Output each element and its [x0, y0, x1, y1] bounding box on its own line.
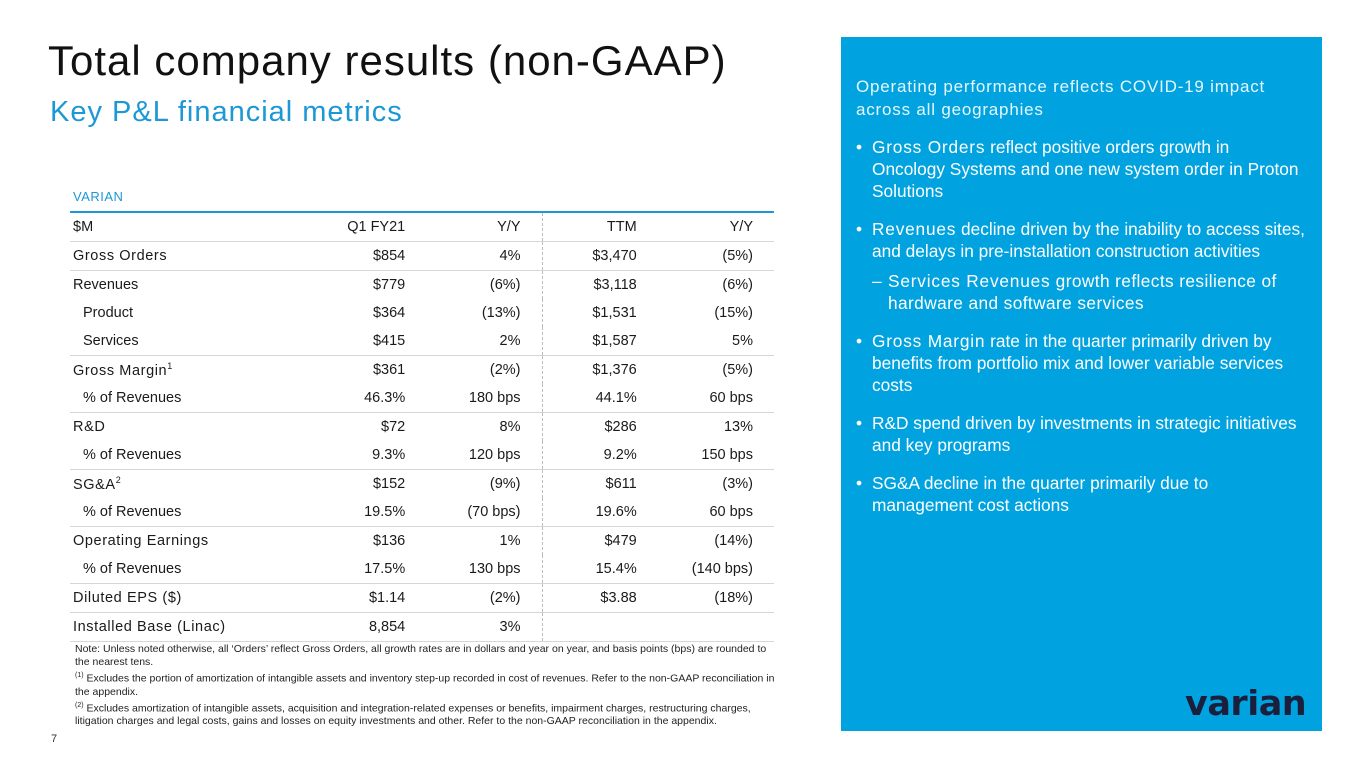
cell-ttm: $1,587 [592, 333, 637, 349]
cell-ttmyy: (14%) [638, 527, 774, 556]
footnote-ref: 1 [167, 361, 173, 372]
cell-q1: $72 [278, 413, 406, 442]
bullet-key: Services Revenues [888, 271, 1051, 291]
table-row [70, 356, 774, 385]
row-label [70, 327, 278, 356]
row-label-text: % of Revenues [83, 561, 182, 577]
logo-text: varian [1185, 689, 1307, 719]
table-row [70, 584, 774, 613]
cell-ttmyy: (140 bps) [691, 561, 753, 577]
row-label [70, 441, 278, 470]
cell-ttm: $286 [542, 413, 638, 442]
table-row [70, 555, 774, 584]
cell-q1: $779 [278, 271, 406, 300]
footnotes [75, 643, 775, 728]
cell-q1: $415 [372, 333, 406, 349]
table-row [70, 613, 774, 642]
bullet-marker: • [856, 413, 863, 433]
cell-q1: 17.5% [364, 561, 406, 577]
bullet-marker: • [856, 331, 863, 351]
cell-ttmyy: 60 bps [709, 504, 753, 520]
cell-q1yy: (9%) [406, 470, 542, 499]
cell-ttm: $3,118 [542, 271, 638, 300]
row-label-text: SG&A [73, 476, 116, 493]
bullet-key: SG&A [872, 473, 920, 493]
cell-q1: $1.14 [278, 584, 406, 613]
cell-q1yy: 1% [406, 527, 542, 556]
commentary-panel [841, 37, 1322, 731]
bullet-marker: – [872, 271, 883, 291]
row-label-text: Revenues [73, 277, 139, 293]
bullet-marker: • [856, 473, 863, 493]
cell-q1yy: 180 bps [406, 384, 542, 413]
cell-q1: $854 [372, 248, 406, 264]
cell-ttmyy: 13% [638, 413, 774, 442]
row-label [70, 271, 278, 300]
row-label-text: Operating Earnings [73, 533, 209, 549]
table-row [70, 441, 774, 470]
row-label [70, 299, 278, 327]
table-row [70, 527, 774, 556]
cell-q1yy: 2% [406, 327, 542, 356]
cell-ttmyy: 5% [732, 333, 753, 349]
row-label [70, 470, 278, 499]
table-row [70, 413, 774, 442]
table-row [70, 327, 774, 356]
cell-ttm: $1,376 [542, 356, 638, 385]
note-main: Note: Unless noted otherwise, all ‘Orders’ reflect Gross Orders, all growth rates are in dollars and year on year, and basis points (bps) are rounded to the nearest tens. [75, 643, 767, 668]
bullet-key: R&D [872, 413, 909, 433]
cell-q1yy: 120 bps [406, 441, 542, 470]
row-label [70, 555, 278, 584]
cell-ttm [542, 613, 638, 642]
row-label-text: % of Revenues [83, 447, 182, 463]
row-label-text: Installed Base (Linac) [73, 619, 226, 635]
cell-ttmyy: (3%) [638, 470, 774, 499]
bullet-key: Revenues [872, 219, 957, 239]
bullet-rnd [856, 412, 1306, 456]
cell-q1: $136 [278, 527, 406, 556]
cell-q1: 46.3% [364, 390, 406, 406]
footnote-1 [75, 669, 775, 699]
footnote-ref: 2 [115, 475, 122, 486]
row-label-text: % of Revenues [83, 390, 182, 406]
cell-q1: 9.3% [372, 447, 406, 463]
row-label-text: Gross Orders [73, 248, 168, 264]
bullet-gross-margin [856, 330, 1306, 396]
row-label [70, 356, 278, 385]
table-row [70, 242, 774, 271]
row-label-text: Services [83, 333, 139, 349]
commentary-list [856, 136, 1306, 532]
bullet-marker: • [856, 137, 863, 157]
header-ttm-yy: Y/Y [638, 212, 774, 242]
cell-ttmyy: 150 bps [701, 447, 753, 463]
cell-ttmyy [638, 613, 774, 642]
table-brand-label: VARIAN [73, 189, 124, 204]
cell-ttm: $3.88 [542, 584, 638, 613]
bullet-marker: • [856, 219, 863, 239]
footnote-1-text: Excludes the portion of amortization of intangible assets and inventory step-up recorded in cost of revenues. Refer to the non-GAAP reconciliation in the appendix. [75, 672, 775, 698]
varian-logo [1185, 689, 1315, 719]
bullet-text: decline in the quarter primarily due to management cost actions [872, 473, 1209, 515]
panel-heading: Operating performance reflects COVID-19 impact across all geographies [856, 77, 1266, 119]
bullet-key: Gross Orders [872, 137, 986, 157]
cell-ttm: $479 [542, 527, 638, 556]
table-header-row [70, 212, 774, 242]
bullet-text: rate in the quarter primarily driven by benefits from portfolio mix and lower variable services costs [872, 331, 1284, 395]
cell-q1yy: (70 bps) [406, 498, 542, 527]
cell-ttm: $611 [542, 470, 638, 499]
cell-ttmyy: 60 bps [709, 390, 753, 406]
footnote-2-text: Excludes amortization of intangible assets, acquisition and integration-related expenses or benefits, impairment charges, restructuring charges, litigation charges and legal costs, gains and losses on equity investments and other. Refer to the non-GAAP reconciliation in the appendix. [75, 702, 751, 727]
cell-ttm: 44.1% [595, 390, 637, 406]
cell-q1: $152 [278, 470, 406, 499]
row-label [70, 384, 278, 413]
row-label-text: Diluted EPS ($) [73, 590, 182, 606]
bullet-gross-orders [856, 136, 1306, 202]
bullet-text: decline driven by the inability to access sites, and delays in pre-installation construction activities [872, 219, 1305, 261]
page-title: Total company results (non-GAAP) [48, 37, 727, 84]
cell-q1yy: 4% [406, 242, 542, 271]
header-ttm: TTM [542, 212, 638, 242]
cell-ttm: 15.4% [595, 561, 637, 577]
footnote-1-marker: (1) [75, 672, 84, 679]
cell-q1yy: 8% [406, 413, 542, 442]
page-subtitle: Key P&L financial metrics [50, 96, 403, 128]
bullet-key: Gross Margin [872, 331, 986, 351]
cell-ttm: $1,531 [592, 305, 637, 321]
row-label-text: % of Revenues [83, 504, 182, 520]
bullet-text: growth reflects resilience of hardware and software services [888, 271, 1277, 313]
cell-ttmyy: (6%) [638, 271, 774, 300]
cell-q1yy: 130 bps [406, 555, 542, 584]
row-label [70, 584, 278, 613]
cell-ttm: $3,470 [592, 248, 637, 264]
cell-ttmyy: (5%) [722, 248, 753, 264]
header-metric: $M [70, 212, 278, 242]
table-row [70, 299, 774, 327]
row-label-text: Gross Margin [73, 362, 168, 379]
row-label [70, 413, 278, 442]
table-body [70, 242, 774, 642]
row-label-text: R&D [73, 419, 106, 435]
cell-q1yy: 3% [406, 613, 542, 642]
table-row [70, 271, 774, 300]
bullet-text: spend driven by investments in strategic initiatives and key programs [872, 413, 1297, 455]
row-label [70, 242, 278, 271]
cell-q1: 8,854 [278, 613, 406, 642]
row-label [70, 498, 278, 527]
footnote-2-marker: (2) [75, 701, 84, 709]
cell-ttm: 9.2% [603, 447, 637, 463]
table-row [70, 498, 774, 527]
cell-ttmyy: (5%) [638, 356, 774, 385]
row-label [70, 527, 278, 556]
header-q1-yy: Y/Y [406, 212, 542, 242]
pl-table-section [70, 187, 774, 642]
cell-q1: $361 [278, 356, 406, 385]
cell-ttmyy: (15%) [714, 305, 753, 321]
cell-q1yy: (2%) [406, 584, 542, 613]
header-q1: Q1 FY21 [278, 212, 406, 242]
cell-q1: $364 [372, 305, 406, 321]
pl-metrics-table [70, 211, 774, 642]
sub-bullet-services-revenues [856, 270, 1306, 314]
cell-ttm: 19.6% [595, 504, 637, 520]
cell-q1yy: (13%) [406, 299, 542, 327]
cell-q1: 19.5% [364, 504, 406, 520]
bullet-sga [856, 472, 1306, 516]
cell-q1yy: (6%) [406, 271, 542, 300]
bullet-revenues [856, 218, 1306, 262]
page-number: 7 [51, 733, 58, 745]
cell-ttmyy: (18%) [638, 584, 774, 613]
table-row [70, 470, 774, 499]
footnote-2 [75, 699, 775, 729]
cell-q1yy: (2%) [406, 356, 542, 385]
table-row [70, 384, 774, 413]
row-label-text: Product [83, 305, 133, 321]
bullet-text: reflect positive orders growth in Oncology Systems and one new system order in Proton Solutions [872, 137, 1299, 201]
row-label [70, 613, 278, 642]
